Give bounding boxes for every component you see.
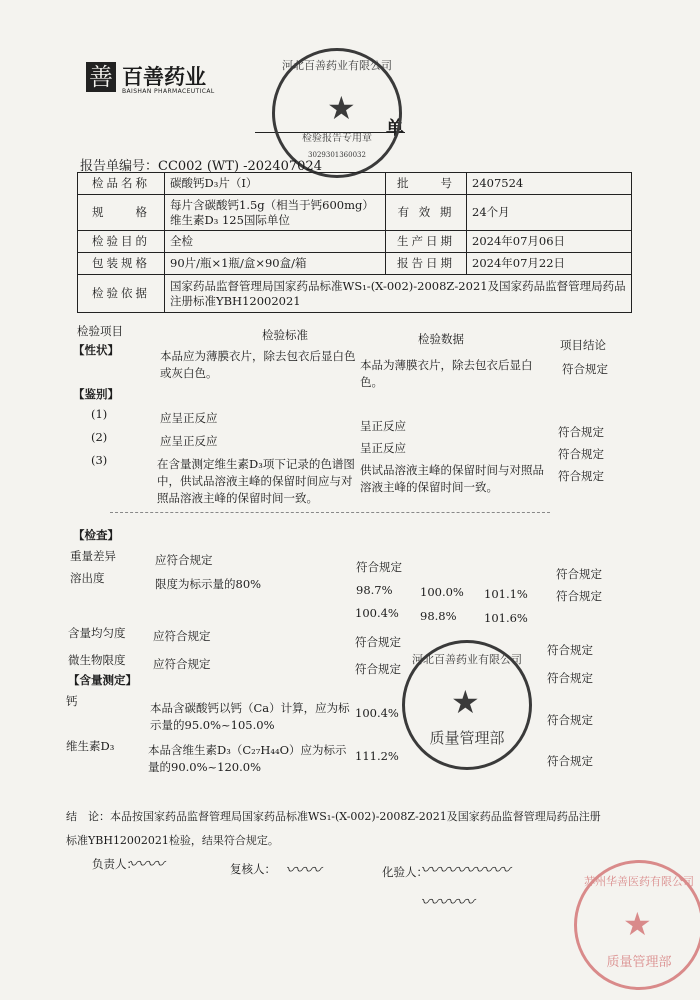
seal-purpose-text: 检验报告专用章 — [302, 133, 372, 144]
vitamin-d3-data: 111.2% — [355, 749, 399, 763]
dissolution-value: 101.6% — [484, 611, 528, 625]
dissolution-value: 101.1% — [484, 587, 528, 601]
distributor-seal-dept-text: 质量管理部 — [606, 955, 672, 970]
dissolution-value: 98.7% — [356, 583, 393, 597]
section-assay: 【含量测定】 — [68, 673, 137, 687]
value-batch: 2407524 — [467, 173, 632, 195]
ident-2-conclusion: 符合规定 — [558, 447, 604, 461]
content-uniformity-standard: 应符合规定 — [153, 629, 211, 643]
vitamin-d3-conclusion: 符合规定 — [547, 754, 593, 768]
calcium-standard: 本品含碳酸钙以钙（Ca）计算，应为标示量的95.0%~105.0% — [150, 701, 350, 732]
section-inspection: 【检查】 — [73, 528, 119, 542]
value-purpose: 全检 — [165, 231, 386, 253]
tester-label: 化验人： — [382, 865, 428, 879]
dissolution-name: 溶出度 — [70, 571, 105, 585]
company-name-cn: 百善药业 — [122, 65, 206, 89]
header-standard: 检验标准 — [262, 328, 308, 342]
weight-variation-data: 符合规定 — [356, 560, 402, 574]
microbial-limit-name: 微生物限度 — [68, 653, 126, 667]
qa-stamp-star-icon: ★ — [451, 683, 480, 721]
header-conclusion: 项目结论 — [560, 338, 606, 352]
seal-org-text: 河北百善药业有限公司 — [282, 59, 392, 72]
weight-variation-standard: 应符合规定 — [155, 553, 213, 567]
seal-star-icon: ★ — [327, 89, 356, 127]
value-validity: 24个月 — [467, 195, 632, 231]
content-uniformity-name: 含量均匀度 — [68, 626, 126, 640]
ident-1-standard: 应呈正反应 — [160, 411, 218, 425]
header-data: 检验数据 — [418, 332, 464, 346]
qa-stamp-org-text: 河北百善药业有限公司 — [412, 653, 522, 666]
ident-3-conclusion: 符合规定 — [558, 469, 604, 483]
label-batch: 批 号 — [386, 173, 467, 195]
dissolution-value: 100.0% — [420, 585, 464, 599]
section-identification: 【鉴别】 — [73, 387, 119, 401]
ident-3-data: 供试品溶液主峰的保留时间与对照品溶液主峰的保留时间一致。 — [360, 463, 544, 494]
calcium-data: 100.4% — [355, 706, 399, 720]
header-item: 检验项目 — [77, 324, 123, 338]
tester-signature-2: 〰〰〰 — [420, 892, 474, 913]
value-spec-line1: 每片含碳酸钙1.5g（相当于钙600mg） — [170, 197, 374, 212]
section-appearance: 【性状】 — [73, 343, 119, 357]
ident-2-data: 呈正反应 — [360, 441, 406, 455]
value-report-date: 2024年07月22日 — [467, 253, 632, 275]
label-sample-name: 检品名称 — [78, 173, 165, 195]
distributor-seal-stamp — [574, 860, 700, 990]
label-report-date: 报告日期 — [386, 253, 467, 275]
label-production-date: 生产日期 — [386, 231, 467, 253]
reviewer-signature: 〰〰 — [285, 860, 321, 881]
ident-1-data: 呈正反应 — [360, 419, 406, 433]
weight-variation-name: 重量差异 — [70, 549, 116, 563]
ident-1-no: (1) — [91, 407, 108, 421]
dissolution-conclusion: 符合规定 — [556, 589, 602, 603]
content-uniformity-conclusion: 符合规定 — [547, 643, 593, 657]
tester-signature: 〰〰〰〰〰 — [420, 860, 510, 881]
company-logo-icon: 善 — [86, 62, 116, 92]
weight-variation-conclusion: 符合规定 — [556, 567, 602, 581]
qa-stamp-dept-text: 质量管理部 — [429, 729, 505, 747]
label-purpose: 检验目的 — [78, 231, 165, 253]
content-uniformity-data: 符合规定 — [355, 635, 401, 649]
company-name-en: BAISHAN PHARMACEUTICAL — [122, 88, 215, 95]
report-number: 报告单编号：CC002 (WT) -202407024 — [80, 159, 322, 174]
ident-2-no: (2) — [91, 430, 108, 444]
dissolution-value: 98.8% — [420, 609, 457, 623]
reviewer-label: 复核人： — [230, 862, 276, 876]
sample-info-table — [77, 172, 632, 313]
appearance-data: 本品为薄膜衣片，除去包衣后显白色。 — [360, 358, 533, 389]
section-divider — [110, 512, 550, 513]
vitamin-d3-standard: 本品含维生素D₃（C₂₇H₄₄O）应为标示量的90.0%~120.0% — [148, 743, 347, 774]
dissolution-value: 100.4% — [355, 606, 399, 620]
qa-department-stamp — [402, 640, 532, 770]
dissolution-standard: 限度为标示量的80% — [155, 577, 262, 591]
label-packaging: 包装规格 — [78, 253, 165, 275]
ident-2-standard: 应呈正反应 — [160, 434, 218, 448]
appearance-conclusion: 符合规定 — [562, 362, 608, 376]
ident-3-standard: 在含量测定维生素D₃项下记录的色谱图中，供试品溶液主峰的保留时间应与对照品溶液主峰的保留时间一致。 — [157, 457, 355, 505]
value-spec-line2: 维生素D₃ 125国际单位 — [170, 212, 290, 227]
distributor-seal-star-icon: ★ — [623, 905, 652, 943]
appearance-standard: 本品应为薄膜衣片，除去包衣后显白色或灰白色。 — [160, 349, 356, 380]
value-packaging: 90片/瓶×1瓶/盒×90盒/箱 — [165, 253, 386, 275]
microbial-limit-data: 符合规定 — [355, 662, 401, 676]
microbial-limit-conclusion: 符合规定 — [547, 671, 593, 685]
conclusion-text: 结 论：本品按国家药品监督管理局国家药品标准WS₁-(X-002)-2008Z-2021及国家药品监督管理局药品注册标准YBH12002021检验，结果符合规定。 — [66, 810, 601, 847]
label-spec: 规 格 — [78, 195, 165, 231]
distributor-seal-org-text: 苏州华善医药有限公司 — [584, 875, 694, 888]
value-sample-name: 碳酸钙D₃片（Ⅰ） — [165, 173, 386, 195]
responsible-label: 负责人： — [92, 857, 138, 871]
label-validity: 有 效 期 — [386, 195, 467, 231]
calcium-conclusion: 符合规定 — [547, 713, 593, 727]
seal-code-text: 3029301360032 — [308, 151, 366, 159]
value-production-date: 2024年07月06日 — [467, 231, 632, 253]
report-title: 单 — [386, 118, 404, 139]
vitamin-d3-name: 维生素D₃ — [66, 739, 115, 753]
ident-3-no: (3) — [91, 453, 108, 467]
ident-1-conclusion: 符合规定 — [558, 425, 604, 439]
value-basis: 国家药品监督管理局国家药品标准WS₁-(X-002)-2008Z-2021及国家药品监督管理局药品注册标准YBH12002021 — [165, 275, 632, 313]
label-basis: 检验依据 — [78, 275, 165, 313]
calcium-name: 钙 — [66, 694, 78, 708]
responsible-signature: 〰〰 — [128, 854, 164, 875]
microbial-limit-standard: 应符合规定 — [153, 657, 211, 671]
